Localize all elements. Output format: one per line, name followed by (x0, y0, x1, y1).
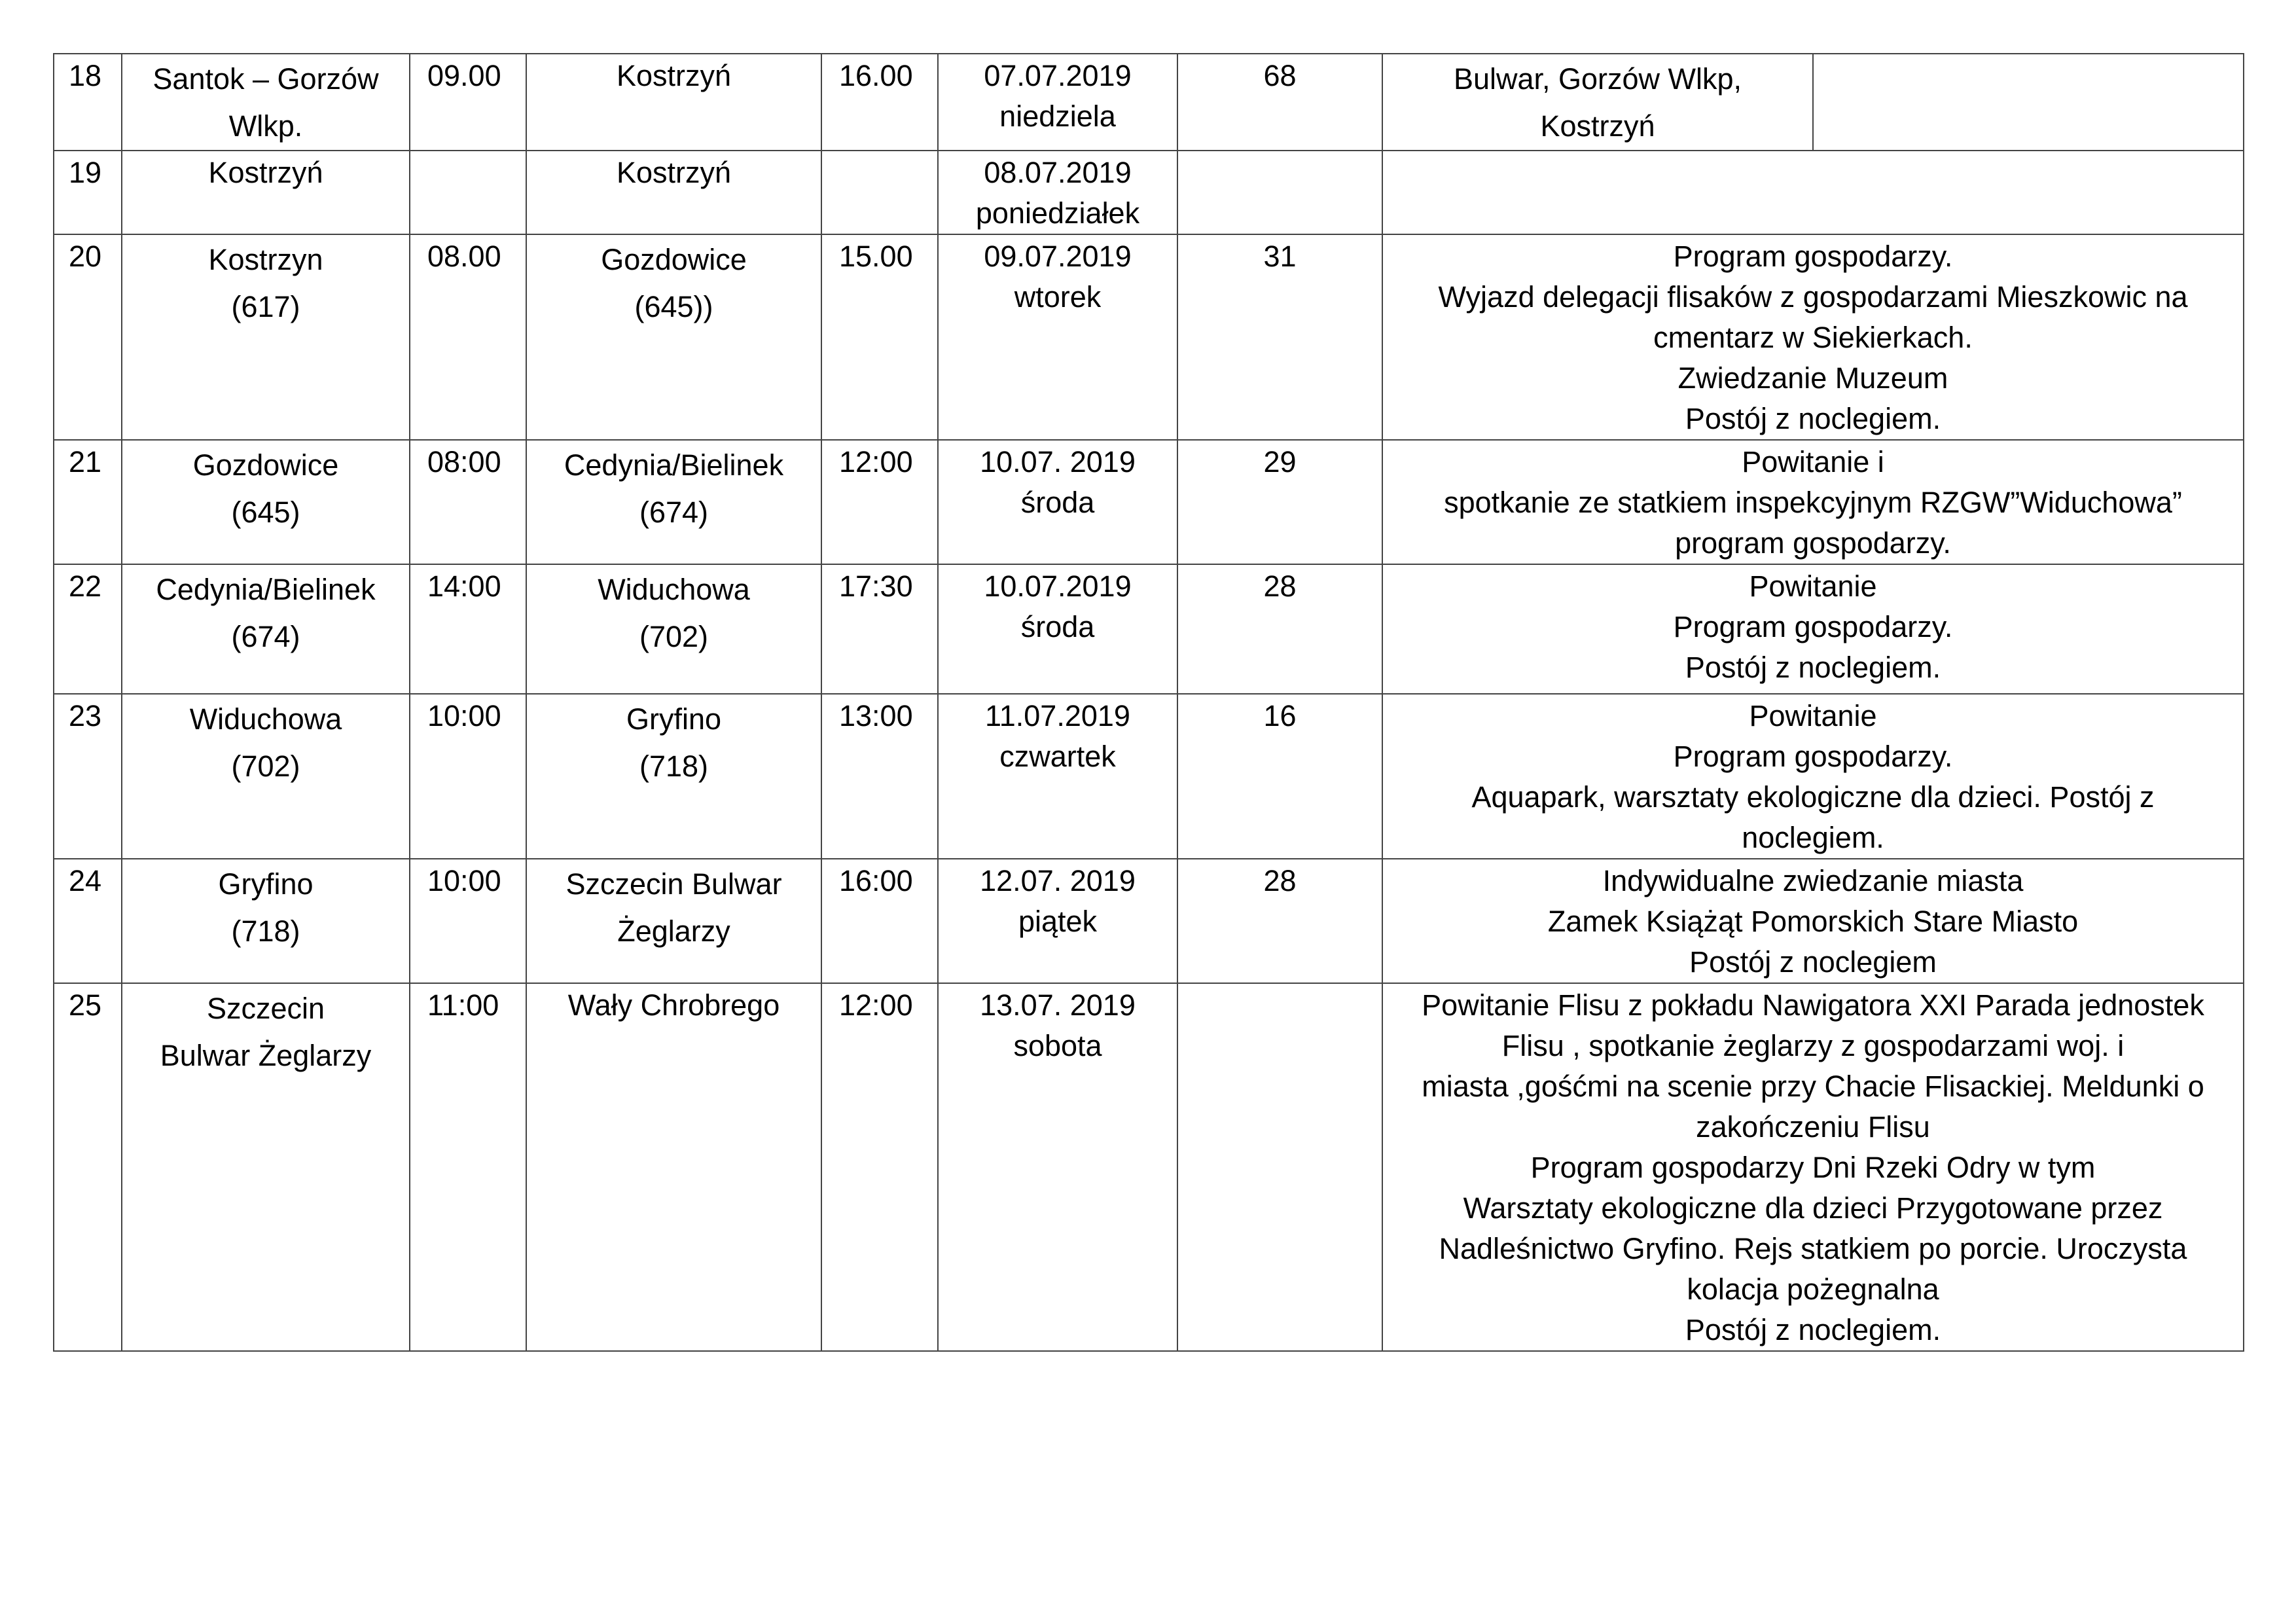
stage-number: 19 (54, 151, 122, 234)
arrival-time: 16.00 (821, 54, 938, 151)
table-row (54, 54, 2244, 151)
date-cell: 09.07.2019 wtorek (938, 234, 1177, 440)
extra-cell (1813, 54, 2244, 151)
table-row (54, 983, 2244, 1351)
distance-km: 68 (1177, 54, 1382, 151)
table-row (54, 859, 2244, 983)
notes-cell: Powitanie Program gospodarzy. Postój z noclegiem. (1382, 564, 2244, 694)
from-place: Santok – Gorzów Wlkp. (122, 54, 410, 151)
date-cell: 11.07.2019 czwartek (938, 694, 1177, 859)
stage-number: 23 (54, 694, 122, 859)
arrival-time (821, 151, 938, 234)
date-cell: 12.07. 2019 piątek (938, 859, 1177, 983)
notes-cell: Program gospodarzy. Wyjazd delegacji flisaków z gospodarzami Mieszkowic na cmentarz w Siekierkach. Zwiedzanie Muzeum Postój z noclegiem. (1382, 234, 2244, 440)
distance-km: 31 (1177, 234, 1382, 440)
from-place: Widuchowa (702) (122, 694, 410, 859)
table-row (54, 234, 2244, 440)
from-place: Gryfino (718) (122, 859, 410, 983)
notes-cell (1382, 151, 2244, 234)
date-cell: 08.07.2019 poniedziałek (938, 151, 1177, 234)
stage-number: 20 (54, 234, 122, 440)
departure-time (410, 151, 526, 234)
distance-km (1177, 151, 1382, 234)
stage-number: 25 (54, 983, 122, 1351)
departure-time: 10:00 (410, 694, 526, 859)
distance-km: 29 (1177, 440, 1382, 564)
notes-cell: Bulwar, Gorzów Wlkp, Kostrzyń (1382, 54, 1813, 151)
stage-number: 18 (54, 54, 122, 151)
table-row (54, 694, 2244, 859)
departure-time: 09.00 (410, 54, 526, 151)
arrival-time: 13:00 (821, 694, 938, 859)
distance-km: 28 (1177, 564, 1382, 694)
to-place: Gryfino (718) (526, 694, 821, 859)
departure-time: 08.00 (410, 234, 526, 440)
from-place: Gozdowice (645) (122, 440, 410, 564)
from-place: Szczecin Bulwar Żeglarzy (122, 983, 410, 1351)
date-cell: 10.07.2019 środa (938, 564, 1177, 694)
arrival-time: 12:00 (821, 983, 938, 1351)
from-place: Kostrzyn (617) (122, 234, 410, 440)
departure-time: 14:00 (410, 564, 526, 694)
to-place: Kostrzyń (526, 151, 821, 234)
to-place: Kostrzyń (526, 54, 821, 151)
distance-km: 16 (1177, 694, 1382, 859)
departure-time: 10:00 (410, 859, 526, 983)
arrival-time: 16:00 (821, 859, 938, 983)
from-place: Kostrzyń (122, 151, 410, 234)
date-cell: 13.07. 2019 sobota (938, 983, 1177, 1351)
departure-time: 08:00 (410, 440, 526, 564)
distance-km: 28 (1177, 859, 1382, 983)
to-place: Szczecin Bulwar Żeglarzy (526, 859, 821, 983)
arrival-time: 15.00 (821, 234, 938, 440)
stage-number: 22 (54, 564, 122, 694)
departure-time: 11:00 (410, 983, 526, 1351)
to-place: Wały Chrobrego (526, 983, 821, 1351)
date-cell: 10.07. 2019 środa (938, 440, 1177, 564)
notes-cell: Powitanie Flisu z pokładu Nawigatora XXI Parada jednostek Flisu , spotkanie żeglarzy z gospodarzami woj. i miasta ,gośćmi na scenie przy Chacie Flisackiej. Meldunki o zakończeniu Flisu Program gospodarzy Dni Rzeki Odry w tym Warsztaty ekologiczne dla dzieci Przygotowane przez Nadleśnictwo Gryfino. Rejs statkiem po porcie. Uroczysta kolacja pożegnalna Postój z noclegiem. (1382, 983, 2244, 1351)
to-place: Cedynia/Bielinek (674) (526, 440, 821, 564)
notes-cell: Powitanie Program gospodarzy. Aquapark, warsztaty ekologiczne dla dzieci. Postój z noclegiem. (1382, 694, 2244, 859)
notes-cell: Powitanie i spotkanie ze statkiem inspekcyjnym RZGW”Widuchowa” program gospodarzy. (1382, 440, 2244, 564)
schedule-table (53, 53, 2244, 1352)
from-place: Cedynia/Bielinek (674) (122, 564, 410, 694)
table-row (54, 564, 2244, 694)
date-cell: 07.07.2019 niedziela (938, 54, 1177, 151)
table-row (54, 151, 2244, 234)
to-place: Widuchowa (702) (526, 564, 821, 694)
table-row (54, 440, 2244, 564)
distance-km (1177, 983, 1382, 1351)
arrival-time: 12:00 (821, 440, 938, 564)
stage-number: 21 (54, 440, 122, 564)
stage-number: 24 (54, 859, 122, 983)
to-place: Gozdowice (645)) (526, 234, 821, 440)
notes-cell: Indywidualne zwiedzanie miasta Zamek Książąt Pomorskich Stare Miasto Postój z noclegiem (1382, 859, 2244, 983)
arrival-time: 17:30 (821, 564, 938, 694)
